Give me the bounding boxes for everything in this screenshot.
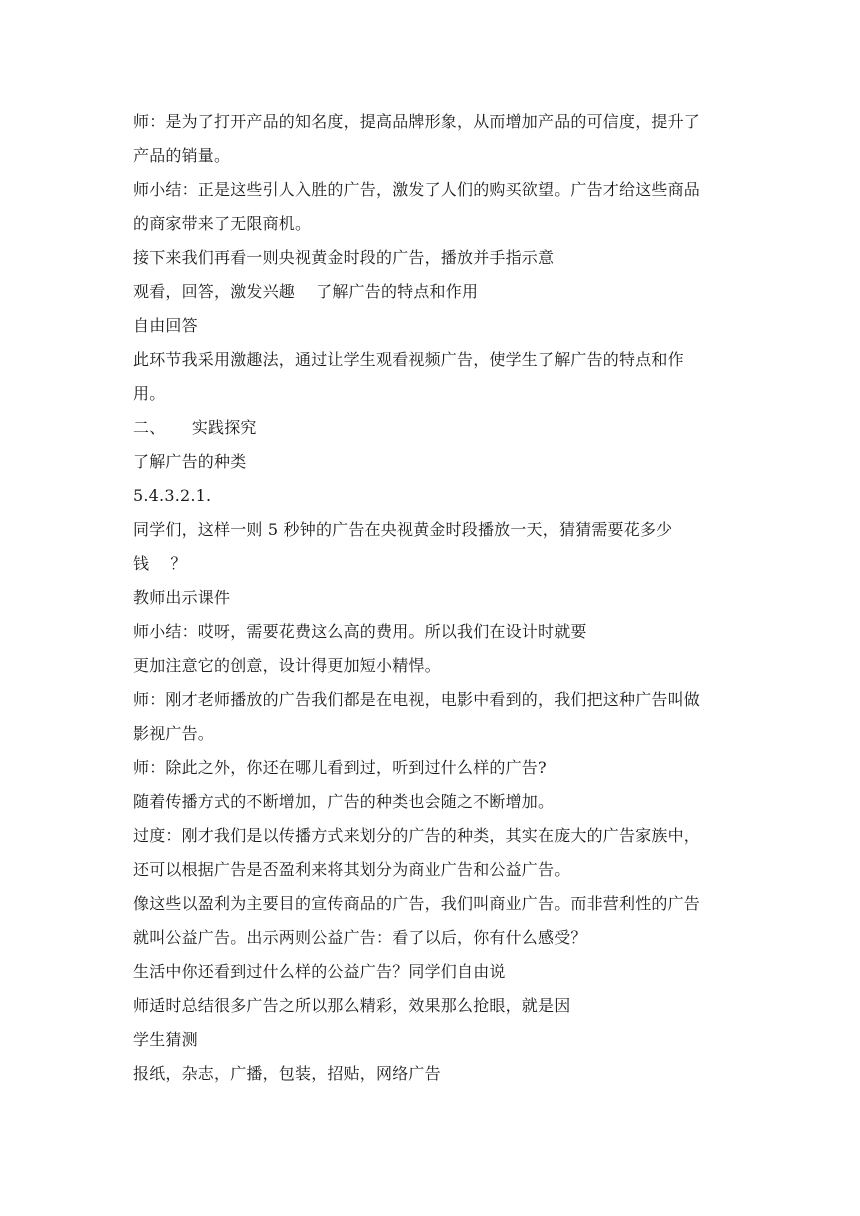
text-line: 接下来我们再看一则央视黄金时段的广告，播放并手指示意 <box>133 248 555 267</box>
document-body <box>133 105 733 1091</box>
text-line: 了解广告的种类 <box>133 452 247 471</box>
text-line: 的商家带来了无限商机。 <box>133 214 312 233</box>
text-line: 教师出示课件 <box>133 588 231 607</box>
text-line: 用。 <box>133 384 166 403</box>
text-line: 同学们，这样一则 5 秒钟的广告在央视黄金时段播放一天，猜猜需要花多少 <box>133 520 673 539</box>
text-line: 5.4.3.2.1. <box>133 486 212 505</box>
text-line: 师：是为了打开产品的知名度，提高品牌形象，从而增加产品的可信度，提升了 <box>133 112 701 131</box>
text-line: 钱 ？ <box>133 554 187 573</box>
text-line: 学生猜测 <box>133 1030 198 1049</box>
text-line: 师适时总结很多广告之所以那么精彩，效果那么抢眼，就是因 <box>133 996 571 1015</box>
text-line: 更加注意它的创意，设计得更加短小精悍。 <box>133 656 441 675</box>
text-line: 观看，回答，激发兴趣 了解广告的特点和作用 <box>133 282 479 301</box>
text-line: 师小结：正是这些引人入胜的广告，激发了人们的购买欲望。广告才给这些商品 <box>133 180 701 199</box>
text-line: 生活中你还看到过什么样的公益广告？同学们自由说 <box>133 962 506 981</box>
text-line: 产品的销量。 <box>133 146 231 165</box>
section-heading: 二、 实践探究 <box>133 418 257 437</box>
text-line: 像这些以盈利为主要目的宣传商品的广告，我们叫商业广告。而非营利性的广告 <box>133 894 701 913</box>
text-line: 自由回答 <box>133 316 198 335</box>
text-line: 还可以根据广告是否盈利来将其划分为商业广告和公益广告。 <box>133 860 571 879</box>
text-line: 报纸，杂志，广播，包装，招贴，网络广告 <box>133 1064 441 1083</box>
text-line: 此环节我采用激趣法，通过让学生观看视频广告，使学生了解广告的特点和作 <box>133 350 684 369</box>
text-line: 随着传播方式的不断增加，广告的种类也会随之不断增加。 <box>133 792 555 811</box>
text-line: 就叫公益广告。出示两则公益广告：看了以后，你有什么感受？ <box>133 928 587 947</box>
text-line: 过度：刚才我们是以传播方式来划分的广告的种类，其实在庞大的广告家族中， <box>133 826 701 845</box>
text-line: 师小结：哎呀，需要花费这么高的费用。所以我们在设计时就要 <box>133 622 587 641</box>
text-line: 师：刚才老师播放的广告我们都是在电视，电影中看到的，我们把这种广告叫做 <box>133 690 701 709</box>
text-line: 师：除此之外，你还在哪儿看到过，听到过什么样的广告? <box>133 758 547 777</box>
text-line: 影视广告。 <box>133 724 215 743</box>
